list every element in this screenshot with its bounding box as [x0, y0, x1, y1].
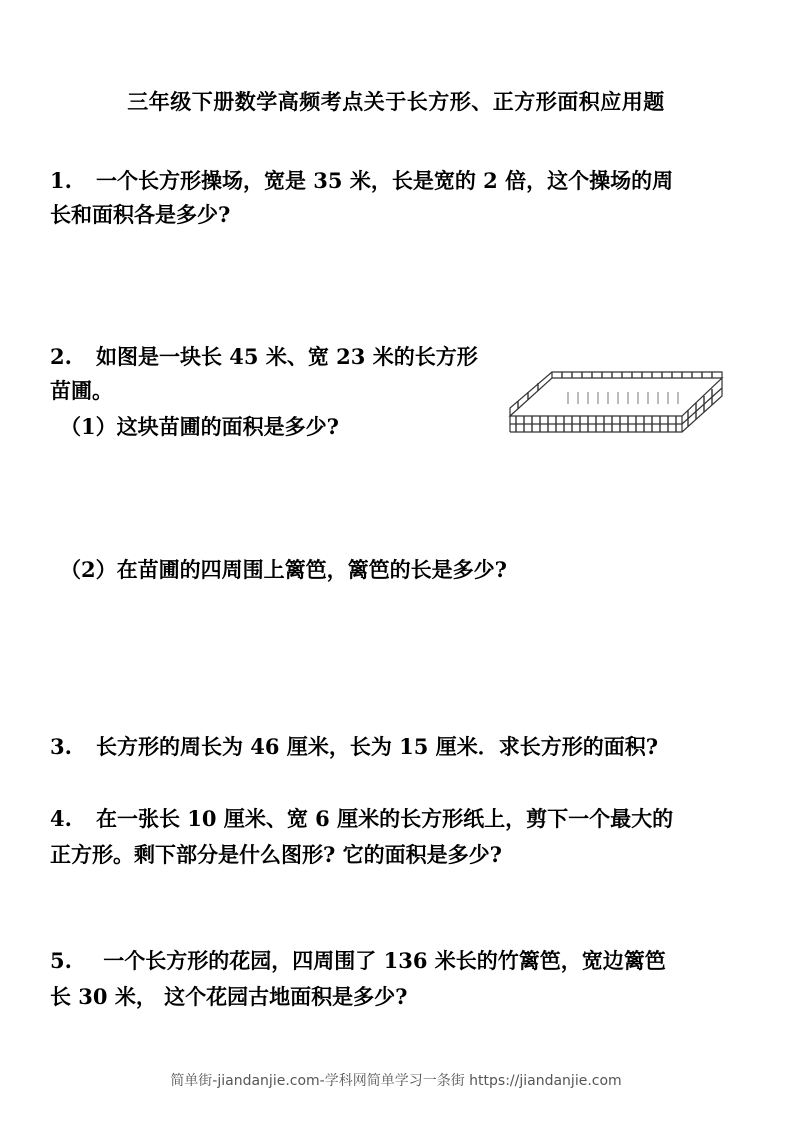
question-5-line-2: 长 30 米， 这个花园古地面积是多少?: [50, 984, 408, 1009]
question-2-line-1: [50, 342, 478, 372]
question-2-sub-1: （1）这块苗圃的面积是多少?: [60, 414, 339, 439]
question-3-number: 3.: [50, 734, 72, 759]
question-2-sub-2: （2）在苗圃的四周围上篱笆，篱笆的长是多少?: [60, 557, 507, 582]
page-title: 三年级下册数学高频考点关于长方形、正方形面积应用题: [127, 90, 665, 114]
question-4-text: 在一张长 10 厘米、宽 6 厘米的长方形纸上，剪下一个最大的: [96, 806, 674, 831]
question-4-line-2: 正方形。剩下部分是什么图形? 它的面积是多少?: [50, 842, 502, 867]
question-5-line-1: [50, 946, 666, 976]
question-4-number: 4.: [50, 806, 72, 831]
question-3-line-1: [50, 732, 658, 762]
question-1-number: 1.: [50, 168, 72, 193]
question-5-number: 5.: [50, 948, 72, 973]
question-4-line-1: [50, 804, 673, 834]
question-2-text: 如图是一块长 45 米、宽 23 米的长方形: [96, 344, 478, 369]
question-1-line-2: 长和面积各是多少?: [50, 202, 231, 227]
nursery-fence-illustration: [508, 368, 724, 436]
footer-watermark: 简单街-jiandanjie.com-学科网简单学习一条街 https://jiandanjie.com: [170, 1073, 622, 1089]
question-1-line-1: [50, 166, 673, 196]
question-2-number: 2.: [50, 344, 72, 369]
question-3-text: 长方形的周长为 46 厘米，长为 15 厘米．求长方形的面积?: [96, 734, 658, 759]
question-5-text: 一个长方形的花园，四周围了 136 米长的竹篱笆，宽边篱笆: [96, 948, 666, 973]
question-2-line-2: 苗圃。: [50, 378, 113, 403]
question-1-text: 一个长方形操场，宽是 35 米，长是宽的 2 倍，这个操场的周: [96, 168, 674, 193]
